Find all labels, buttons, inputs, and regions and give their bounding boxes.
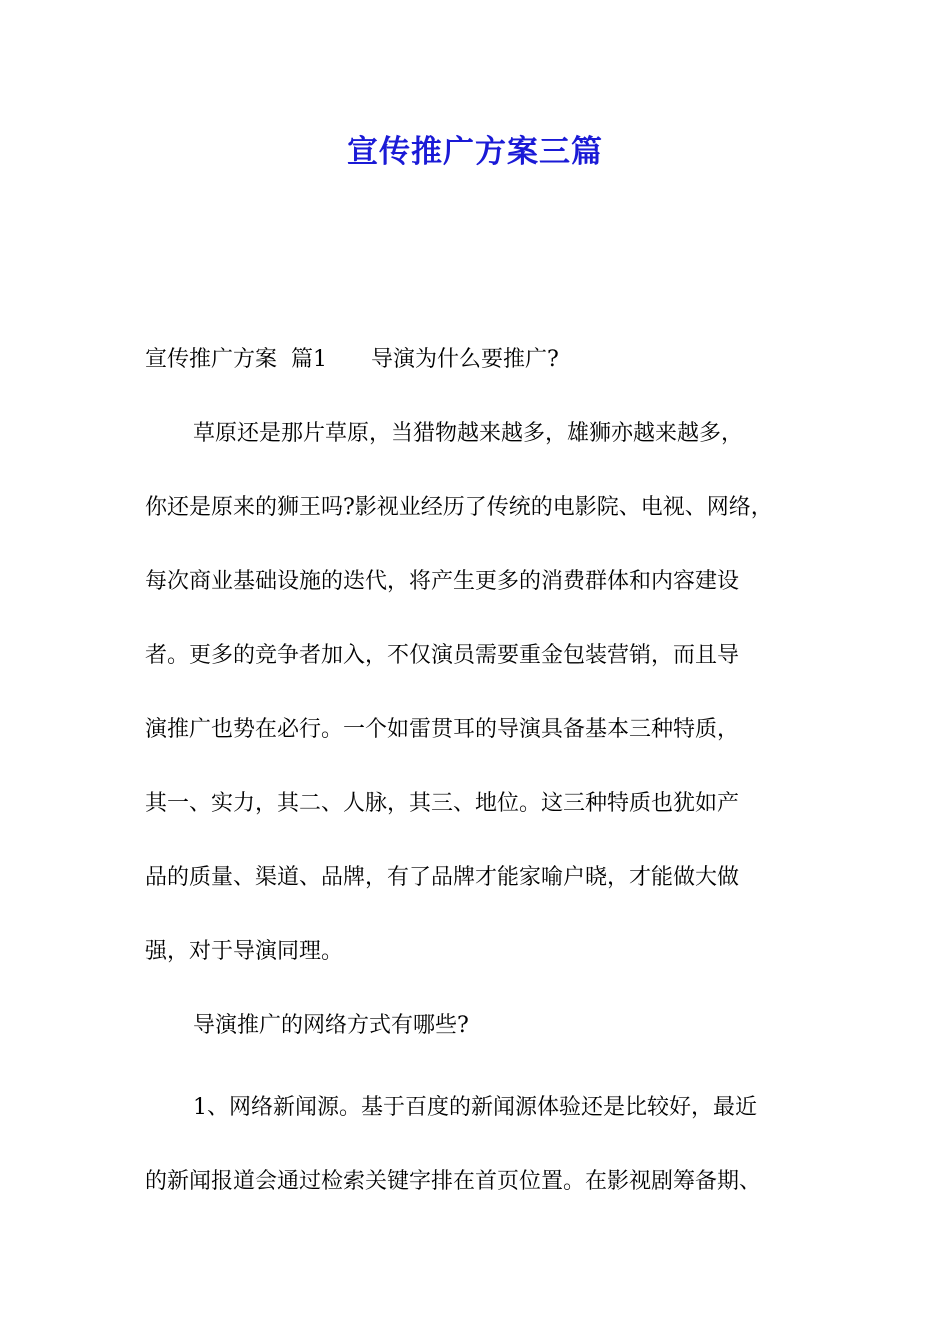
document-title: 宣传推广方案三篇 xyxy=(347,134,603,170)
section-label: 宣传推广方案 篇1 xyxy=(145,347,327,372)
section-heading xyxy=(145,345,559,375)
paragraph-line: 其一、实力，其二、人脉，其三、地位。这三种特质也犹如产 xyxy=(145,791,740,816)
paragraph-line: 演推广也势在必行。一个如雷贯耳的导演具备基本三种特质， xyxy=(145,717,740,742)
paragraph-line: 的新闻报道会通过检索关键字排在首页位置。在影视剧筹备期、 xyxy=(145,1169,762,1194)
paragraph-line: 你还是原来的狮王吗?影视业经历了传统的电影院、电视、网络， xyxy=(145,495,773,520)
paragraph-line: 品的质量、渠道、品牌，有了品牌才能家喻户晓，才能做大做 xyxy=(145,865,740,890)
subheading-line: 导演推广的网络方式有哪些? xyxy=(193,1013,469,1038)
paragraph-line: 每次商业基础设施的迭代，将产生更多的消费群体和内容建设 xyxy=(145,569,740,594)
section-question: 导演为什么要推广? xyxy=(370,347,559,372)
paragraph-line: 者。更多的竞争者加入，不仅演员需要重金包装营销，而且导 xyxy=(145,643,740,668)
paragraph-line: 草原还是那片草原，当猎物越来越多，雄狮亦越来越多， xyxy=(193,421,744,446)
paragraph-line: 1、网络新闻源。基于百度的新闻源体验还是比较好，最近 xyxy=(193,1095,757,1120)
paragraph-line: 强，对于导演同理。 xyxy=(145,939,344,964)
